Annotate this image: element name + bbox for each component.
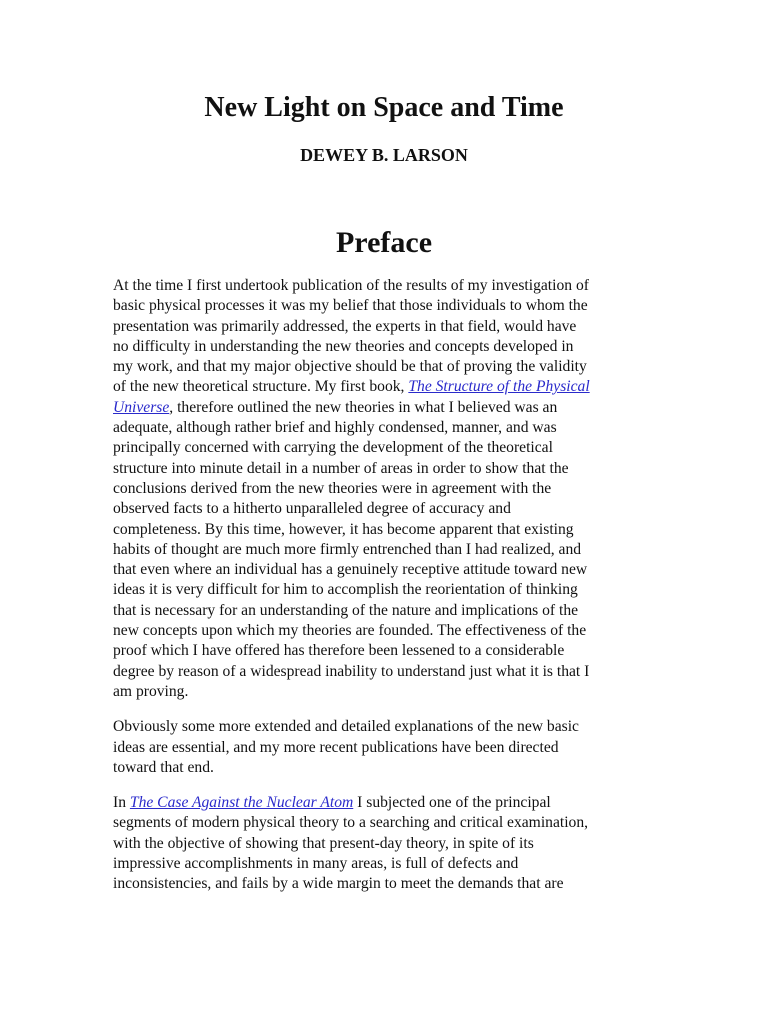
text-segment: In (113, 794, 130, 812)
body-text (113, 276, 656, 910)
text-line: degree by reason of a widespread inability to understand just what it is that I (113, 662, 590, 680)
text-line: completeness. By this time, however, it has become apparent that existing (113, 520, 574, 538)
paragraph-3 (113, 793, 656, 894)
text-line: new concepts upon which my theories are founded. The effectiveness of the (113, 622, 587, 640)
text-line: segments of modern physical theory to a searching and critical examination, (113, 814, 589, 832)
text-line: no difficulty in understanding the new theories and concepts developed in (113, 337, 574, 355)
text-line: with the objective of showing that present-day theory, in spite of its (113, 834, 534, 852)
text-line: impressive accomplishments in many areas, is full of defects and (113, 855, 519, 873)
text-line: that is necessary for an understanding of the nature and implications of the (113, 601, 579, 619)
paragraph-2 (113, 717, 656, 778)
book-link-structure-of-physical-universe-cont[interactable]: Universe (113, 398, 170, 416)
text-line: am proving. (113, 682, 189, 700)
text-line: that even where an individual has a genuinely receptive attitude toward new (113, 561, 588, 579)
paragraph-1 (113, 276, 656, 702)
text-line (113, 377, 656, 397)
text-line (113, 398, 656, 418)
text-segment: of the new theoretical structure. My first book, (113, 378, 409, 396)
text-segment: , therefore outlined the new theories in what I believed was an (169, 398, 558, 416)
text-segment: I subjected one of the principal (353, 794, 551, 812)
author-name: DEWEY B. LARSON (300, 145, 468, 165)
section-heading: Preface (335, 226, 433, 259)
text-line: adequate, although rather brief and highly condensed, manner, and was (113, 419, 557, 437)
text-line (113, 793, 656, 813)
text-line: my work, and that my major objective should be that of proving the validity (113, 358, 587, 376)
book-link-structure-of-physical-universe[interactable]: The Structure of the Physical (408, 378, 590, 396)
text-line: ideas are essential, and my more recent publications have been directed (113, 738, 559, 756)
text-line: Obviously some more extended and detailed explanations of the new basic (113, 718, 579, 736)
text-line: basic physical processes it was my belief that those individuals to whom the (113, 297, 588, 315)
text-line: ideas it is very difficult for him to accomplish the reorientation of thinking (113, 581, 578, 599)
text-line: presentation was primarily addressed, the experts in that field, would have (113, 317, 577, 335)
text-line: proof which I have offered has therefore been lessened to a considerable (113, 642, 565, 660)
book-title: New Light on Space and Time (204, 92, 564, 123)
text-line: principally concerned with carrying the development of the theoretical (113, 439, 553, 457)
text-line: structure into minute detail in a number of areas in order to show that the (113, 459, 569, 477)
text-line: conclusions derived from the new theories were in agreement with the (113, 479, 552, 497)
text-line: inconsistencies, and fails by a wide margin to meet the demands that are (113, 875, 564, 893)
text-line: At the time I first undertook publication of the results of my investigation of (113, 277, 589, 294)
text-line: observed facts to a hitherto unparalleled degree of accuracy and (113, 500, 511, 518)
book-link-case-against-nuclear-atom[interactable]: The Case Against the Nuclear Atom (129, 794, 354, 812)
text-line: toward that end. (113, 758, 214, 776)
text-line: habits of thought are much more firmly entrenched than I had realized, and (113, 540, 582, 558)
